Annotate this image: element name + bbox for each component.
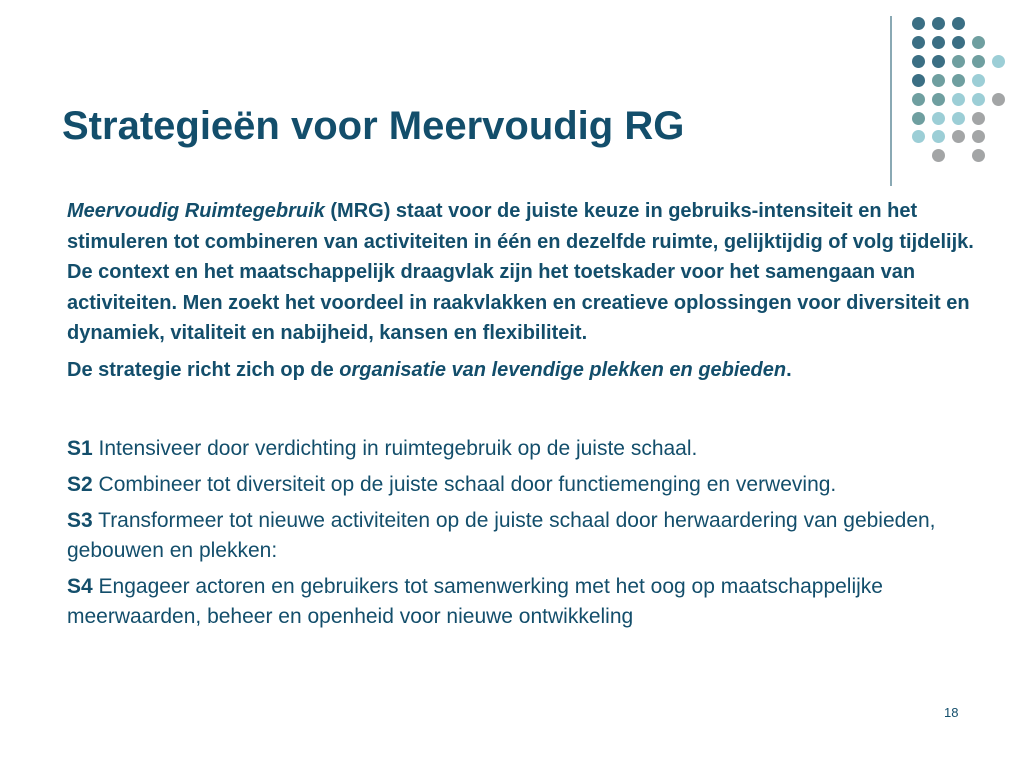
decor-dot <box>992 93 1005 106</box>
decor-dot <box>972 74 985 87</box>
strategy-line-suffix: . <box>786 358 792 381</box>
decor-dot <box>992 55 1005 68</box>
decor-dot <box>932 36 945 49</box>
decor-dot <box>972 112 985 125</box>
strategy-text: Combineer tot diversiteit op de juiste schaal door functiemenging en verweving. <box>92 473 837 496</box>
decor-dot <box>912 55 925 68</box>
strategy-line-emphasis: organisatie van levendige plekken en gebieden <box>339 358 787 381</box>
strategy-item-s2 <box>67 470 987 500</box>
strategy-item-s1 <box>67 434 987 464</box>
decor-dot <box>932 130 945 143</box>
decor-dot <box>932 17 945 30</box>
page-number: 18 <box>944 705 959 720</box>
spacer <box>67 385 987 434</box>
decor-dot <box>932 55 945 68</box>
strategy-code: S3 <box>67 509 93 532</box>
decor-dot <box>952 36 965 49</box>
decor-dot <box>972 149 985 162</box>
decor-dot <box>932 93 945 106</box>
decor-dot <box>912 36 925 49</box>
slide-title: Strategieën voor Meervoudig RG <box>62 104 685 148</box>
decor-dot <box>912 130 925 143</box>
intro-text: (MRG) staat voor de juiste keuze in gebruiks-intensiteit en het stimuleren tot combineren van activiteiten in één en dezelfde ruimte, gelijktijdig of volg tijdelijk. De context en het maatschappelijk draagvlak zijn het toetskader voor het samengaan van activiteiten. Men zoekt het voordeel in raakvlakken en creatieve oplossingen voor diversiteit en dynamiek, vitaliteit en nabijheid, kansen en flexibiliteit. <box>67 200 974 344</box>
strategy-line <box>67 355 987 386</box>
decor-dot <box>932 149 945 162</box>
decor-dot <box>932 112 945 125</box>
vertical-divider <box>890 16 892 186</box>
slide-body <box>67 196 987 638</box>
decor-dot <box>972 130 985 143</box>
decor-dot <box>972 93 985 106</box>
strategy-text: Transformeer tot nieuwe activiteiten op de juiste schaal door herwaardering van gebieden, gebouwen en plekken: <box>67 509 936 562</box>
strategy-item-s4 <box>67 572 987 632</box>
decor-dot <box>972 55 985 68</box>
intro-term: Meervoudig Ruimtegebruik <box>67 200 325 222</box>
intro-paragraph <box>67 196 987 349</box>
strategy-text: Engageer actoren en gebruikers tot samenwerking met het oog op maatschappelijke meerwaarden, beheer en openheid voor nieuwe ontwikkeling <box>67 575 883 628</box>
decor-dot <box>912 74 925 87</box>
decor-dot <box>952 17 965 30</box>
decor-dot <box>972 36 985 49</box>
strategy-line-prefix: De strategie richt zich op de <box>67 358 340 381</box>
decor-dot <box>952 93 965 106</box>
decor-dot <box>952 112 965 125</box>
strategy-item-s3 <box>67 506 987 566</box>
decor-dot <box>912 17 925 30</box>
decor-dot <box>912 112 925 125</box>
decor-dot <box>952 130 965 143</box>
strategy-code: S1 <box>67 437 93 460</box>
strategy-code: S2 <box>67 473 93 496</box>
strategy-text: Intensiveer door verdichting in ruimtegebruik op de juiste schaal. <box>92 437 698 460</box>
decor-dot <box>952 55 965 68</box>
decor-dot <box>952 74 965 87</box>
decor-dot <box>932 74 945 87</box>
decor-dot <box>912 93 925 106</box>
strategy-code: S4 <box>67 575 93 598</box>
